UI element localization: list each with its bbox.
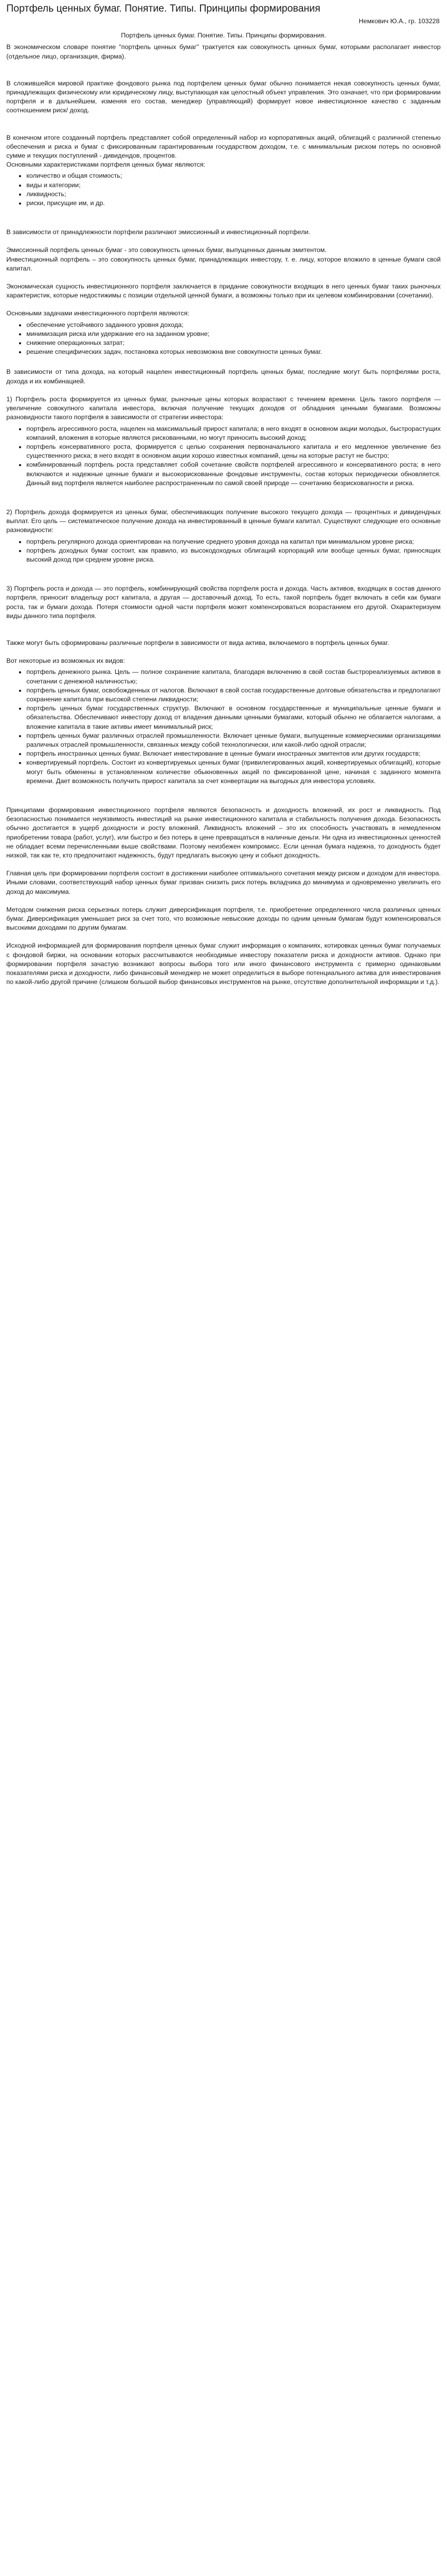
list-item: • портфель консервативного роста, формируется с целью сохранения первоначального капитала и его медленное увеличение без существенного риска; в него входят в основном акции хорошо известных компаний, цены на которые растут не быстро; — [26, 442, 441, 460]
paragraph-definition: В экономическом словаре понятие "портфель ценных бумаг" трактуется как совокупность ценных бумаг, которыми располагает инвестор (отдельное лицо, организация, фирма). — [6, 43, 441, 60]
paragraph-characteristics-intro: Основными характеристиками портфеля ценных бумаг являются: — [6, 161, 205, 169]
list-item: • портфель регулярного дохода ориентирован на получение среднего уровня дохода на капитал при минимальном уровне риска; — [26, 537, 441, 546]
asset-types-list — [6, 668, 441, 786]
paragraph-asset-types-intro: Вот некоторые из возможных их видов: — [6, 657, 125, 665]
list-item: • портфель ценных бумаг государственных структур. Включают в основном государственные и муниципальные ценные бумаги и обязательства. Обеспечивают инвестору доход от владения данными ценными бумагами, который обычно не облагается налогами, а вложение капитала в такие активы имеет минимальный риск; — [26, 704, 441, 731]
paragraph-tasks-intro: Основными задачами инвестиционного портфеля являются: — [6, 310, 189, 317]
paragraph-income-portfolio: 2) Портфель дохода формируется из ценных бумаг, обеспечивающих получение высокого текущего дохода — процентных и дивидендных выплат. Его цель — систематическое получение дохода на инвестированный в ценные бумаги капитал. Существуют следующие его основные разновидности: — [6, 508, 441, 534]
paragraph-asset-types: Также могут быть сформированы различные портфели в зависимости от вида актива, включаемого в портфель ценных бумаг. — [6, 639, 389, 647]
list-item: • снижение операционных затрат; — [26, 339, 441, 348]
list-item: • обеспечение устойчивого заданного уровня дохода; — [26, 321, 441, 330]
paragraph-growth-portfolio: 1) Портфель роста формируется из ценных бумаг, рыночные цены которых возрастают с течением времени. Цель такого портфеля — увеличение совокупного капитала инвестора, включая получение текущих доходов от обладания ценными бумагами. Возможны разновидности такого портфеля в зависимости от стратегии инвестора: — [6, 395, 441, 421]
paragraph-economic-essence: Экономическая сущность инвестиционного портфеля заключается в придание совокупности входящих в него ценных бумаг таких рыночных характеристик, которые недостижимы с позиции отдельной ценной бумаги, а возможны только при их целевом комбинировании (сочетании). — [6, 283, 441, 300]
paragraph-emission-portfolio: Эмиссионный портфель ценных бумаг - это совокупность ценных бумаг, выпущенных данным эмитентом. — [6, 246, 327, 254]
paragraph-main-goal: Главная цель при формировании портфеля состоит в достижении наиболее оптимального сочетания между риском и доходом для инвестора. Иными словами, соответствующий набор ценных бумаг призван снизить риск потерь вкладчика до минимума и одновременно увеличить его доход до максимума. — [6, 870, 441, 895]
list-item: • портфель доходных бумаг состоит, как правило, из высокодоходных облигаций корпораций или вообще ценных бумаг, приносящих высокий доход при среднем уровне риска. — [26, 546, 441, 564]
paragraph-principles: Принципами формирования инвестиционного портфеля являются безопасность и доходность вложений, их рост и ликвидность. Под безопасностью понимается неуязвимость инвестиций на рынке инвестиционного капитала и стабильность получения дохода. Безопасность обычно достигается в ущерб доходности и росту вложений. Ликвидность вложений – это их способность участвовать в немедленном приобретении товара (работ, услуг), или быстро и без потерь в цене превращаться в наличные деньги. Ни одна из инвестиционных ценностей не обладает всеми перечисленными выше свойствами. Поэтому неизбежен компромисс. Если ценная бумага надежна, то доходность будет низкой, так как те, кто предпочитают надежность, будут предлагать высокую цену и собьют доходность. — [6, 806, 441, 860]
paragraph-growth-income-portfolio: 3) Портфель роста и дохода — это портфель, комбинирующий свойства портфеля роста и дохода. Часть активов, входящих в состав данного портфеля, приносит владельцу рост капитала, а другая — доставочный доход. То есть, такой портфель будет включать в себя как бумаги роста, так и бумаги дохода. Потеря стоимости одной части портфеля может компенсироваться возрастанием его другой. Охарактеризуем виды данного типа портфеля. — [6, 585, 441, 620]
list-item: • виды и категории; — [26, 181, 441, 190]
document-subtitle: Портфель ценных бумаг. Понятие. Типы. Принципы формирования. — [121, 32, 326, 40]
list-item: • портфель ценных бумаг, освобожденных от налогов. Включают в свой состав государственные долговые обязательства и предполагают сохранение капитала при высокой степени ликвидности; — [26, 686, 441, 704]
income-types-list — [6, 537, 441, 565]
paragraph-investment-portfolio: Инвестиционный портфель – это совокупность ценных бумаг, принадлежащих инвестору, т. е. лицу, которое вложило в ценные бумаги свой капитал. — [6, 255, 441, 272]
paragraph-source-information: Исходной информацией для формирования портфеля ценных бумаг служит информация о компаниях, котировках ценных бумаг получаемых с фондовой биржи, на основании которых рассчитываются необходимые инвестору показатели риска и доходности активов. Однако при формировании портфеля зачастую возникают вопросы выбора того или иного финансового инструмента с примерно одинаковыми показателями риска и доходности, либо финансовый менеджер не может определиться в выборе потенциального актива для инвестирования по какой-либо другой причине (слишком большой выбор финансовых инструментов на рынке, отсутствие дополнительной информации и т.д.). — [6, 942, 441, 986]
author-line: Немкович Ю.А., гр. 103228 — [358, 17, 440, 25]
paragraph-ownership-types: В зависимости от принадлежности портфели различают эмиссионный и инвестиционный портфели. — [6, 228, 310, 236]
list-item: • ликвидность; — [26, 190, 441, 199]
list-item: • минимизация риска или удержание его на заданном уровне; — [26, 330, 441, 339]
characteristics-list — [6, 171, 441, 208]
document-page — [0, 0, 447, 997]
list-item: • решение специфических задач, постановка которых невозможна вне совокупности ценных бумаг. — [26, 348, 441, 356]
list-item: • количество и общая стоимость; — [26, 171, 441, 180]
paragraph-final-portfolio: В конечном итоге созданный портфель представляет собой определенный набор из корпоративных акций, облигаций с различной степенью обеспечения и риска и бумаг с фиксированным гарантированным государством доходом, т.е. с минимальным риском потерь по основной сумме и текущих поступлений - дивидендов, процентов. — [6, 133, 441, 160]
list-item: • портфель денежного рынка. Цель — полное сохранение капитала, благодаря включению в свой состав быстрореализуемых активов в сочетании с денежной наличностью; — [26, 668, 441, 686]
paragraph-income-types: В зависимости от типа дохода, на который нацелен инвестиционный портфель ценных бумаг, последние могут быть портфелями роста, дохода и их комбинацией. — [6, 368, 441, 385]
page-title: Портфель ценных бумаг. Понятие. Типы. Принципы формирования — [6, 3, 320, 14]
list-item: • конвертируемый портфель. Состоит из конвертируемых ценных бумаг (привилегированных акций, конвертируемых облигаций), которые могут быть обменены в установленном количестве обыкновенных акций по фиксированной цене, начиная с заданного момента времени. Дает возможность получить прирост капитала за счет конвертации на выгодных для инвестора условиях. — [26, 758, 441, 786]
paragraph-world-practice: В сложившейся мировой практике фондового рынка под портфелем ценных бумаг обычно понимается некая совокупность ценных бумаг, принадлежащих физическому или юридическому лицу, выступающая как целостный объект управления. Это означает, что при формировании портфеля и в дальнейшем, изменяя его состав, менеджер (управляющий) формирует новое инвестиционное качество с заданным соотношением риск/ доход. — [6, 79, 441, 114]
list-item: • портфель ценных бумаг различных отраслей промышленности. Включает ценные бумаги, выпущенные коммерческими организациями различных отраслей промышленности, связанных между собой технологически, или какой-либо одной отрасли; — [26, 731, 441, 749]
tasks-list — [6, 321, 441, 357]
list-item: • риски, присущие им, и др. — [26, 199, 441, 208]
list-item: • портфель иностранных ценных бумаг. Включает инвестирование в ценные бумаги иностранных эмитентов или других государств; — [26, 749, 441, 758]
growth-types-list — [6, 424, 441, 488]
paragraph-diversification: Методом снижения риска серьезных потерь служит диверсификация портфеля, т.е. приобретение определенного числа различных ценных бумаг. Диверсификация уменьшает риск за счет того, что возможные невысокие доходы по одним ценным бумагам будут компенсироваться высокими доходами по другим бумагам. — [6, 905, 441, 932]
list-item: • комбинированный портфель роста представляет собой сочетание свойств портфелей агрессивного и консервативного роста; в него включаются и надежные ценные бумаги и высокорискованные фондовые инструменты, состав которых периодически обновляется. Данный вид портфеля является наиболее распространенным по самой своей природе — сочетанию безрисковanности и риска. — [26, 460, 441, 488]
list-item: • портфель агрессивного роста, нацелен на максимальный прирост капитала; в него входят в основном акции молодых, быстрорастущих компаний, вложения в которые являются рискованными, но могут приносить высокий доход; — [26, 424, 441, 442]
